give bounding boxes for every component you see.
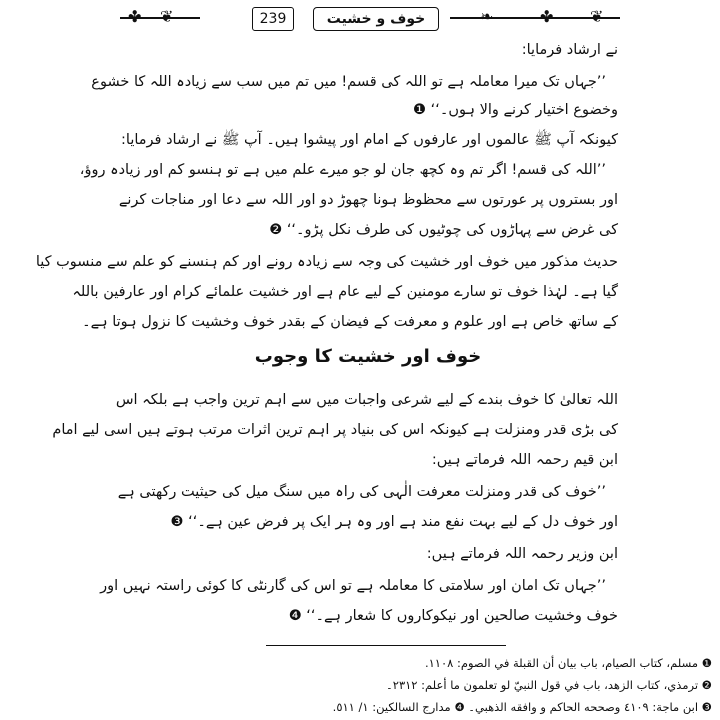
ornament-icon: ❦	[160, 7, 174, 26]
text-line: ابن وزیر رحمہ اللہ فرماتے ہیں:	[426, 546, 618, 562]
quote-line: کی غرض سے پہاڑوں کی چوٹیوں کی طرف نکل پڑو۔‘‘ ❷	[269, 222, 618, 238]
quote-line: ’’جہاں تک میرا معاملہ ہے تو اللہ کی قسم! میں تم میں سب سے زیادہ اللہ کا خشوع	[91, 74, 606, 90]
text-line: حدیث مذکور میں خوف اور خشیت کی وجہ سے زیادہ رونے اور کم ہنسنے کو علم سے منسوب کیا	[35, 254, 618, 270]
quote-line: وخضوع اختیار کرنے والا ہوں۔‘‘ ❶	[413, 102, 618, 118]
footnote: ❶ مسلم، كتاب الصيام، باب بيان أن القبلة في الصوم: ١١٠٨.	[424, 656, 712, 670]
text-line: کی بڑی قدر ومنزلت ہے کیونکہ اس کی بنیاد پر اہم ترین اثرات مرتب ہوتے ہیں اسی لیے امام	[52, 422, 618, 438]
text-line: نے ارشاد فرمایا:	[521, 42, 618, 58]
quote-line: خوف وخشیت صالحین اور نیکوکاروں کا شعار ہے۔‘‘ ❹	[288, 608, 618, 624]
quote-line: ’’اللہ کی قسم! اگر تم وہ کچھ جان لو جو میرے علم میں ہے تو ہنسو کم اور زیادہ روؤ،	[79, 162, 606, 178]
page-title: خوف و خشیت	[313, 7, 439, 31]
footnote: ❷ ترمذي، كتاب الزهد، باب في قول النبيّ لو تعلمون ما أعلم: ٢٣١٢۔	[386, 678, 712, 692]
text-line: ابن قیم رحمہ اللہ فرماتے ہیں:	[431, 452, 618, 468]
quote-line: اور بستروں پر عورتوں سے محظوظ ہونا چھوڑ دو اور اللہ سے دعا اور مناجات کرنے	[118, 192, 618, 208]
footnote-divider	[266, 645, 506, 646]
text-line: اللہ تعالیٰ کا خوف بندے کے لیے شرعی واجبات میں سے اہم ترین واجب ہے بلکہ اس	[115, 392, 618, 408]
page-header	[120, 4, 620, 32]
page-number: 239	[252, 7, 294, 31]
ornament-icon: ✤	[128, 7, 142, 26]
text-line: کے ساتھ خاص ہے اور علوم و معرفت کے فیضان کے بقدر خوف وخشیت کا نزول ہوتا ہے۔	[82, 314, 618, 330]
text-line: گیا ہے۔ لہٰذا خوف تو سارے مومنین کے لیے عام ہے اور خشیت علمائے کرام اور عارفین باللہ	[72, 284, 618, 300]
text-line: کیونکہ آپ ﷺ عالموں اور عارفوں کے امام اور پیشوا ہیں۔ آپ ﷺ نے ارشاد فرمایا:	[121, 132, 618, 148]
quote-line: ’’خوف کی قدر ومنزلت معرفت الٰہی کی راہ میں سنگ میل کی حیثیت رکھتی ہے	[117, 484, 606, 500]
section-heading: خوف اور خشیت کا وجوب	[254, 346, 482, 367]
quote-line: اور خوف دل کے لیے بہت نفع مند ہے اور وہ ہر ایک پر فرض عین ہے۔‘‘ ❸	[170, 514, 618, 530]
ornament-icon: ❦	[590, 7, 604, 26]
ornament-icon: ❧	[480, 7, 494, 26]
ornament-icon: ✤	[540, 7, 554, 26]
quote-line: ’’جہاں تک امان اور سلامتی کا معاملہ ہے تو اس کی گارنٹی کا کوئی راستہ نہیں اور	[100, 578, 606, 594]
page-body	[35, 36, 618, 716]
footnote: ❸ ابن ماجة: ٤١٠٩ وصححه الحاكم و وافقه الذهبي۔ ❹ مدارج السالكين: ١/ ٥١١.	[332, 700, 712, 714]
